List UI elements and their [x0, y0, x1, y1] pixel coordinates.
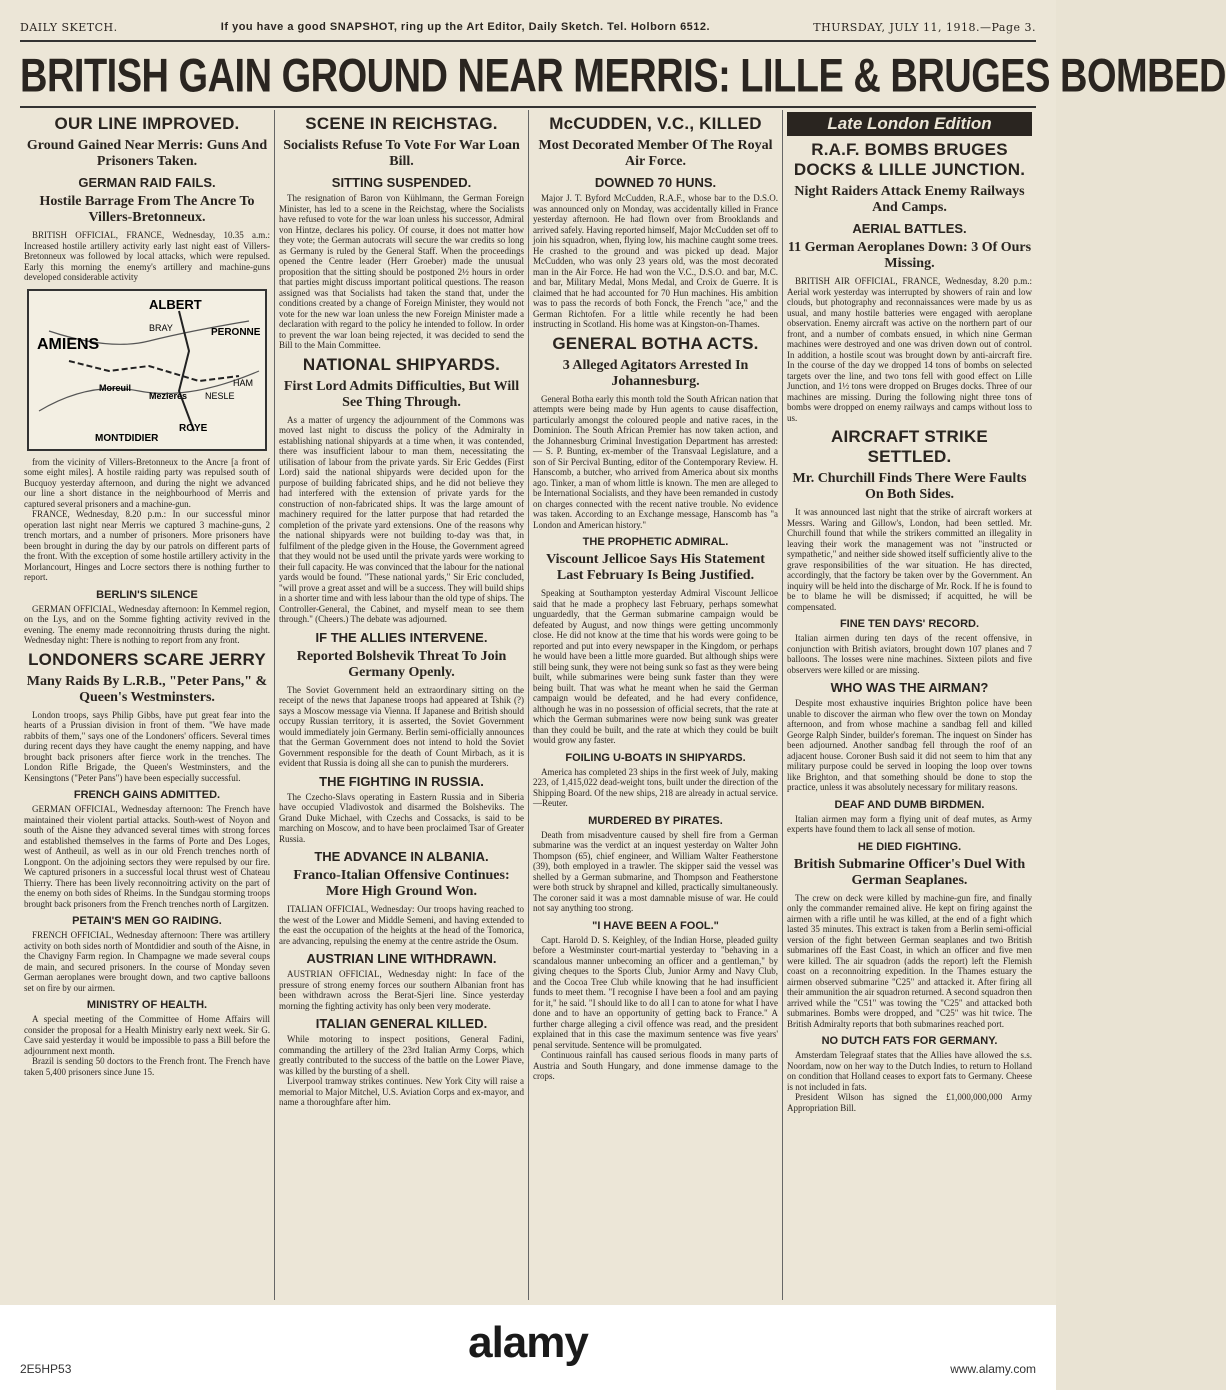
subhead: "I HAVE BEEN A FOOL."	[592, 919, 719, 932]
subhead: NO DUTCH FATS FOR GERMANY.	[821, 1035, 998, 1047]
map-label: HAM	[233, 377, 253, 388]
subhead: GERMAN RAID FAILS.	[78, 175, 216, 190]
columns	[20, 110, 1036, 1300]
late-edition-banner: Late London Edition	[787, 112, 1032, 136]
column-1	[20, 110, 274, 1300]
article-text: GERMAN OFFICIAL, Wednesday afternoon: The French have maintained their violent partial attacks. South-west of Noyon and south of the Aisne they advanced several times with strong forces and established themselves in the farms of Porte and Des Loges, west of Antheuil, as well as in our old French trenches north of Longpont. On the adjoining sectors they were repulsed by our fire. We captured prisoners in a successful local thrust west of Chateau Thierry. There has been lively reconnoitring activity on the part of the enemy on both sides of Rheims. In the Sundgau storming troops brought back prisoners from the French trenches north of Largitzen.	[24, 804, 270, 909]
article-text: BRITISH OFFICIAL, FRANCE, Wednesday, 10.35 a.m.: Increased hostile artillery activity early last night east of Villers-Bretonneux was followed by local attacks, which were repulsed. Early this morning the enemy's artillery and machine-guns developed considerable activity	[24, 230, 270, 282]
top-rule	[20, 40, 1036, 42]
subhead: Socialists Refuse To Vote For War Loan Bill.	[283, 138, 520, 169]
headline-mccudden: McCUDDEN, V.C., KILLED	[549, 114, 762, 133]
headline-botha: GENERAL BOTHA ACTS.	[552, 333, 759, 353]
headline-londoners: LONDONERS SCARE JERRY	[28, 649, 266, 669]
subhead: Many Raids By L.R.B., "Peter Pans," & Queen's Westminsters.	[26, 673, 268, 705]
article-text: Despite most exhaustive inquiries Brighton police have been unable to discover the airman who flew over the town on Monday afternoon, and from whose machine a sandbag fell and killed George Ralph Sinder, builder's foreman. The inquest on Sinder has been adjourned. Another sandbag fell through the roof of an adjacent house. Coroner Bush said it did not seem to him that any military purpose could be served in looping the loop over towns like Brighton, and that something should be done to stop the practice, unless it was absolutely necessary for military reasons.	[787, 698, 1032, 792]
headline-rule	[20, 106, 1036, 108]
subhead: AERIAL BATTLES.	[852, 221, 967, 236]
subhead: AUSTRIAN LINE WITHDRAWN.	[306, 951, 497, 966]
masthead-right: THURSDAY, JULY 11, 1918.—Page 3.	[813, 20, 1036, 34]
article-text: Death from misadventure caused by shell fire from a German submarine was the verdict at an inquest yesterday on Walter John Thompson (65), chief engineer, and William Walter Featherstone (39), both employed in a trawler. The skipper said the vessel was shelled by a German submarine, and Thompson and Featherstone were both struck by shrapnel and killed, practically simultaneously. The coroner said it was a most damnable misuse of war. He could not say anything too strong.	[533, 829, 778, 913]
column-2	[274, 110, 528, 1300]
article-text: It was announced last night that the strike of aircraft workers at Messrs. Waring and Gillow's, London, had been settled. Mr. Churchill found that while the strikers committed an illegality in leaving their work the management was not "instructed or sympathetic," and neither side showed itself sufficiently alive to the grave responsibilities of the war situation. He has directed, accordingly, that the factory be taken over by the Government. An inquiry will be held into the discharge of Mr. Rock. If he is found to be to blame he will be dismissed; if acquitted, he will be compensated.	[787, 507, 1032, 612]
subhead: MURDERED BY PIRATES.	[588, 814, 723, 827]
article-text: Capt. Harold D. S. Keighley, of the Indian Horse, pleaded guilty before a Westminster court-martial yesterday to "behaving in a scandalous manner unbecoming an officer and a gentleman," by giving cheques to the Sports Club, Junior Army and Navy Club, and the Cocoa Tree Club while knowing that he had insufficient funds to meet them. "I recognise I have been a fool and am paying for it," he said. "I should like to do all I can to atone for what I have done and to have an opportunity of getting back to France." A further charge alleging a civil offence was read, and the president explained that in this case the maximum sentence was five years' penal servitude. Sentence will be promulgated. Continuous rainfall has caused serious floods in many parts of Austria and South Hungary, and done immense damage to the crops.	[533, 934, 778, 1081]
map-label: Mezieres	[149, 390, 188, 401]
subhead: SITTING SUSPENDED.	[331, 175, 472, 190]
column-3	[528, 110, 782, 1300]
subhead: FINE TEN DAYS' RECORD.	[839, 618, 980, 630]
watermark-logo: alamy	[468, 1318, 588, 1367]
subhead: HE DIED FIGHTING.	[857, 840, 962, 853]
column-4	[782, 110, 1036, 1300]
article-text: The Soviet Government held an extraordinary sitting on the receipt of the news that Japanese troops had appeared at Tshik (?) says a Moscow message via Vienna. If Japanese and British should occupy Russian territory, it is asserted, the Soviet Government would immediately join Germany. Berlin semi-officially announces that the German Government does not intend to hold the Soviet Government responsible for the death of Count Mirbach, as it is evident that Russia is doing all she can to punish the murderers.	[279, 684, 524, 768]
subhead: FRENCH GAINS ADMITTED.	[73, 789, 221, 801]
subhead: Most Decorated Member Of The Royal Air Force.	[538, 138, 773, 169]
masthead-middle: If you have a good SNAPSHOT, ring up the Art Editor, Daily Sketch. Tel. Holborn 6512.	[220, 21, 711, 33]
subhead: DEAF AND DUMB BIRDMEN.	[834, 798, 985, 811]
map-label: ALBERT	[149, 296, 202, 312]
article-text: AUSTRIAN OFFICIAL, Wednesday night: In face of the pressure of strong enemy forces our southern Albanian front has been withdrawn across the Berat-Sjeri line. Since yesterday morning the fighting activity has only been very moderate.	[279, 969, 524, 1011]
article-text: from the vicinity of Villers-Bretonneux to the Ancre [a front of some eight miles]. A hostile raiding party was repulsed south of Bucquoy yesterday afternoon, and during the night we advanced our line a short distance in the neighbourhood of Merris and captured several prisoners and a machine-gun. FRANCE, Wednesday, 8.20 p.m.: In our successful minor operation last night near Merris we captured 3 machine-guns, 2 trench mortars, and a number of prisoners. More prisoners have been brought in during the day by our patrols on different parts of the front. With the exception of some hostile artillery activity in the Morlancourt, Hinges and Locre sectors there is nothing further to report.	[24, 456, 270, 582]
article-text: FRENCH OFFICIAL, Wednesday afternoon: There was artillery activity on both sides north of Montdidier and south of the Aisne, in the Chavigny Farm region. In Champagne we made several coups de main, and secured prisoners. In the course of Monday seven German aeroplanes were brought down, and two captive balloons set on fire by our airmen.	[24, 930, 270, 993]
article-text: A special meeting of the Committee of Home Affairs will consider the proposal for a Health Ministry early next week. Sir G. Cave said yesterday it would be impossible to pass a Bill before the adjournment next month. Brazil is sending 50 doctors to the French front. The French have taken 5,400 prisoners since June 15.	[24, 1014, 270, 1077]
article-text: BRITISH AIR OFFICIAL, FRANCE, Wednesday, 8.20 p.m.: Aerial work yesterday was interrupted by showers of rain and low clouds, but photography and reconnaissances were made by us as usual, and many hostile batteries were engaged with aeroplane observation. Enemy aircraft was active on the northern part of our front, and a number of combats ensued, in which nine German machines were destroyed and one was driven down out of control. In addition, a hostile scout was brought down by anti-aircraft fire. In the course of the day we dropped 14 tons of bombs on selected targets over the line, and two tons fell with good effect on Lille Junction, and 1½ tons were dropped on Bruges docks. Three of our machines are missing. During the following night three tons of bombs were dropped on enemy railways and camps without loss to us.	[787, 276, 1032, 423]
subhead: Mr. Churchill Finds There Were Faults On Both Sides.	[792, 471, 1027, 502]
subhead: 3 Alleged Agitators Arrested In Johannesburg.	[562, 357, 749, 389]
subhead: Reported Bolshevik Threat To Join Germany Openly.	[296, 648, 507, 680]
subhead: Franco-Italian Offensive Continues: More High Ground Won.	[293, 868, 510, 899]
subhead: WHO WAS THE AIRMAN?	[830, 680, 989, 695]
subhead: BERLIN'S SILENCE	[96, 588, 198, 601]
article-text: Amsterdam Telegraaf states that the Allies have allowed the s.s. Noordam, now on her way to the Dutch Indies, to return to Holland on condition that Holland ceases to export fats to Germany. Cheese is not included in fats. President Wilson has signed the £1,000,000,000 Army Appropriation Bill.	[787, 1050, 1032, 1113]
map-label: AMIENS	[37, 335, 100, 353]
article-text: Italian airmen during ten days of the recent offensive, in conjunction with British aviators, brought down 107 planes and 7 balloons. The losses were nine machines. Sixteen pilots and five observers were killed or are missing.	[787, 633, 1032, 675]
article-text: Italian airmen may form a flying unit of deaf mutes, as Army experts have found them to lack all sense of motion.	[787, 813, 1032, 834]
subhead: British Submarine Officer's Duel With German Seaplanes.	[793, 856, 1026, 888]
subhead: PETAIN'S MEN GO RAIDING.	[72, 915, 222, 927]
article-text: Major J. T. Byford McCudden, R.A.F., whose bar to the D.S.O. was announced only on Monday, was accidentally killed in France yesterday afternoon. He had flown over from Brooklands and arrived safely. Having reported himself, Major McCudden set off to join his squadron, when, flying low, his machine caught some trees. He crashed to the ground and was picked up dead. Major McCudden, who was only 23 years old, was the most decorated man in the Air Force. He had won the V.C., D.S.O. and bar, M.C. and bar, Military Medal, Mons Medal, and Croix de Guerre. It is claimed that he had accounted for 70 Hun machines. His ambition was to pass the records of both Fonck, the French "ace," and the German Richtofen. For a little while recently he had been instructing in Scotland. His home was at Kingston-on-Thames.	[533, 193, 778, 329]
headline-aircraft-strike: AIRCRAFT STRIKE SETTLED.	[831, 427, 988, 466]
subhead: THE PROPHETIC ADMIRAL.	[582, 536, 729, 548]
article-text: While motoring to inspect positions, General Fadini, commanding the artillery of the 23rd Italian Army Corps, which greatly contributed to the success of the battle on the Lower Piave, was killed by the bursting of a shell. Liverpool tramway strikes continues. New York City will raise a memorial to Major Mitchel, U.S. Aviation Corps and ex-mayor, and name a thoroughfare after him.	[279, 1034, 524, 1107]
subhead: THE ADVANCE IN ALBANIA.	[314, 849, 489, 864]
article-text: As a matter of urgency the adjournment of the Commons was moved last night to discuss the policy of the Admiralty in establishing national shipyards at a time when, it was contended, there was insufficient labour to man them, necessitating the utilisation of labour from the private yards. Sir Eric Geddes (First Lord) said the national shipyards were decided upon for the purpose of building fabricated ships, and he did not believe they had interfered with the extension of private yards for the construction of non-fabricated ships. It was the large amount of machinery required for the latter purpose that had retarded the completion of the private yard extensions. One of the reasons why the national shipyards were not building to-day was that, in fulfilment of the pledge given in the House, the Government agreed that they would not be used until the private yards were working to their full capacity. He was convinced that the labour for the national yards would be found. "These national yards," Sir Eric concluded, "will prove a great asset and will be a success. They will build ships in a shorter time and with less labour than the old type of ships. The Controller-General, the Cabinet, and myself mean to see them through." (Cheers.) The debate was adjourned.	[279, 414, 524, 624]
headline-raf-bombs: R.A.F. BOMBS BRUGES DOCKS & LILLE JUNCTION.	[793, 140, 1026, 179]
subhead: THE FIGHTING IN RUSSIA.	[319, 773, 484, 789]
masthead	[20, 18, 1036, 36]
map-label: BRAY	[149, 322, 173, 333]
subhead: DOWNED 70 HUNS.	[594, 175, 717, 190]
subhead: ITALIAN GENERAL KILLED.	[315, 1016, 488, 1031]
article-text: ITALIAN OFFICIAL, Wednesday: Our troops having reached to the west of the Lower and Middle Semeni, and having extended to the east the occupation of the heights at the head of the Tomorica, are advancing, repulsing the enemy at the centre astride the Osum.	[279, 904, 524, 946]
image-id: 2E5HP53	[20, 1362, 72, 1376]
article-text: Speaking at Southampton yesterday Admiral Viscount Jellicoe said that he made a prophecy last February, perhaps somewhat unguardedly, that the German submarine campaign would be defeated by August, and now things were getting uncommonly close. He did not know at the time that his words were going to be reported and put into every newspaper in the Kingdom, or perhaps he would have been a little more guarded. But although ships were still being sunk, they were not being sunk so fast as they were being built, while submarines were being sunk faster than they were being built. That was what he meant when he said the German campaign would be defeated, and he had every confidence, although he was in no possession of official secrets, that the rate at which the German submarines were now being sunk was greater than they could be built, and the rate at which they could be built would grow any faster.	[533, 588, 778, 745]
headline-our-line: OUR LINE IMPROVED.	[54, 114, 240, 133]
map-label: MONTDIDIER	[95, 432, 159, 444]
subhead: MINISTRY OF HEALTH.	[86, 999, 208, 1011]
headline-shipyards: NATIONAL SHIPYARDS.	[302, 354, 501, 374]
masthead-left: DAILY SKETCH.	[20, 20, 118, 34]
main-headline: BRITISH GAIN GROUND NEAR MERRIS: LILLE & BRUGES BOMBED	[20, 50, 1226, 103]
map-label: PERONNE	[211, 326, 261, 338]
map-label: Moreuil	[99, 382, 132, 393]
headline-reichstag: SCENE IN REICHSTAG.	[305, 114, 498, 133]
subhead: 11 German Aeroplanes Down: 3 Of Ours Missing.	[787, 240, 1032, 271]
subhead: First Lord Admits Difficulties, But Will See Thing Through.	[283, 378, 520, 410]
article-text: America has completed 23 ships in the first week of July, making 223, of 1,415,022 dead-weight tons, built under the direction of the Shipping Board. Of the new ships, 218 are already in actual service.—Reuter.	[533, 766, 778, 808]
article-text: The crew on deck were killed by machine-gun fire, and finally only the commander remained alive. He kept on firing against the airmen with a rifle until he was killed, at the end of a fight which lasted 35 minutes. This extract is taken from a Berlin semi-official version of the fight between German seaplanes and two British submarines off the East Coast, in which an officer and five men were killed. The air squadron (adds the report) left the Flemish coast on a reconnoitring expedition. In the Thames estuary the airmen observed submarine "C25" and attacked it. After firing all their ammunition the air squadron returned. A second squadron then arrived while the "C51" was towing the "C25" and attacked both submarines. Bombs were dropped, and "C25" was hit twice. The British Admiralty reports that both submarines reached port.	[787, 892, 1032, 1029]
subhead: Hostile Barrage From The Ancre To Villers-Bretonneux.	[39, 194, 255, 225]
article-text: London troops, says Philip Gibbs, have put great fear into the hearts of a Prussian division in front of them. "We have made rabbits of them," says one of the Londoners' officers. Several times during recent days they have caught the enemy napping, and have brought back prisoners after fierce work in the trenches. The London Rifle Brigade, the Queen's Westminsters, and the Kensingtons ("Peter Pans") have been especially successful.	[24, 709, 270, 783]
subhead: FOILING U-BOATS IN SHIPYARDS.	[565, 751, 746, 764]
subhead: Night Raiders Attack Enemy Railways And Camps.	[794, 184, 1025, 215]
map-label: NESLE	[205, 390, 235, 401]
article-text: The Czecho-Slavs operating in Eastern Russia and in Siberia have occupied Vladivostok and disarmed the Bolsheviks. The Grand Duke Michael, with Czechs and Cossacks, is said to be marching on Moscow, and to have been proclaimed Tsar of Greater Russia.	[279, 791, 524, 844]
subhead: Ground Gained Near Merris: Guns And Prisoners Taken.	[26, 138, 268, 169]
map-label: ROYE	[179, 422, 208, 434]
article-text: General Botha early this month told the South African nation that attempts were being made by Hun agents to cause disaffection, particularly amongst the coloured people and native races, in the Dominion. The South African Premier has now taken action, and the Johannesburg Criminal Investigation Department has arrested:— S. P. Bunting, ex-member of the Transvaal Legislature, and a son of Sir Percival Bunting, editor of the Contemporary Review. H. Hanscomb, a butcher, who arrived from America about six months ago. Tinker, a man of whom little is known. The men are alleged to be International Socialists, and they have been remanded in custody on charges connected with the recent native trouble. No evidence was taken. According to an Exchange message, Hanscomb has "a London and American history."	[533, 393, 778, 530]
article-text: The resignation of Baron von Kühlmann, the German Foreign Minister, has led to a scene in the Reichstag, where the Socialists have refused to vote for the war loan unless his successor, Admiral von Hintze, declares his policy. Of course, it does not matter how they vote; the German autocrats will secure the war credits so long as Germany is ruled by the General Staff. When the proceedings opened the Centre leader (Herr Groeber) made the unusual proposition that the sitting should be postponed 2½ hours in order that parties might discuss important political questions. The reason assigned was that Socialists had taken the stand that, under the conditions created by a change of Foreign Minister, they would not vote for the new war loan unless the new Foreign Minister made a declaration with regard to the policy he intended to follow. In order to prevent the war loan being rejected, it was decided to send the Bill to the Main Committee.	[279, 193, 524, 350]
map-graphic	[29, 291, 265, 449]
battle-map	[27, 289, 267, 451]
watermark-site: www.alamy.com	[950, 1362, 1036, 1376]
subhead: IF THE ALLIES INTERVENE.	[315, 629, 488, 645]
article-text: GERMAN OFFICIAL, Wednesday afternoon: In Kemmel region, on the Lys, and on the Somme fighting activity revived in the evening. The enemy made reconnoitring thrusts during the night. Wednesday night: There is nothing to report from any front.	[24, 603, 270, 645]
subhead: Viscount Jellicoe Says His Statement Last February Is Being Justified.	[546, 552, 765, 583]
